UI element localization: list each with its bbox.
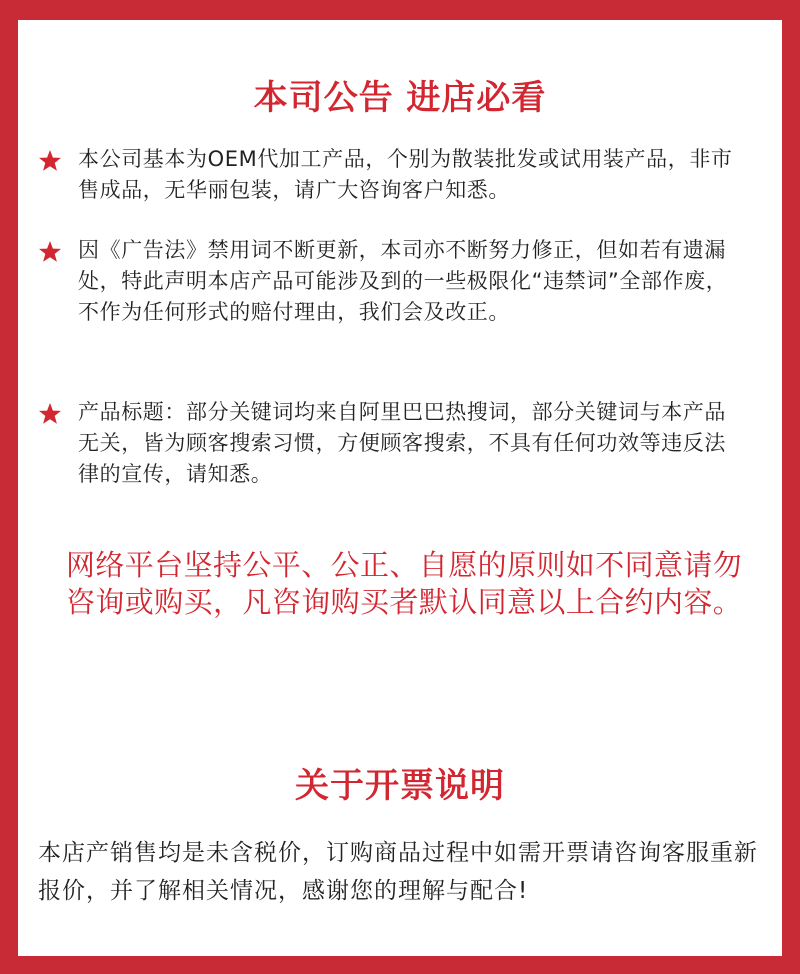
platform-warning: 网络平台坚持公平、公正、自愿的原则如不同意请勿咨询或购买，凡咨询购买者默认同意以上合约内容。 [66, 548, 743, 619]
notice-item-2 [38, 235, 742, 328]
notice-item-text: 本公司基本为OEM代加工产品，个别为散装批发或试用装产品，非市售成品，无华丽包装，请广大咨询客户知悉。 [78, 147, 733, 202]
star-icon [38, 240, 62, 264]
invoice-title: 关于开票说明 [295, 766, 505, 806]
notice-card [18, 20, 782, 956]
notice-item-text: 产品标题：部分关键词均来自阿里巴巴热搜词，部分关键词与本产品无关，皆为顾客搜索习惯，方便顾客搜索，不具有任何功效等违反法律的宣传，请知悉。 [78, 400, 726, 486]
notice-item-1 [38, 144, 742, 206]
notice-item-text: 因《广告法》禁用词不断更新，本司亦不断努力修正，但如若有遗漏处，特此声明本店产品可能涉及到的一些极限化“违禁词”全部作废，不作为任何形式的赔付理由，我们会及改正。 [78, 238, 728, 324]
notice-title: 本司公告 进店必看 [253, 78, 547, 118]
star-icon [38, 402, 62, 426]
notice-item-3 [38, 397, 742, 490]
invoice-description: 本店产销售均是未含税价，订购商品过程中如需开票请咨询客服重新报价，并了解相关情况，感谢您的理解与配合! [38, 840, 758, 904]
star-icon [38, 149, 62, 173]
